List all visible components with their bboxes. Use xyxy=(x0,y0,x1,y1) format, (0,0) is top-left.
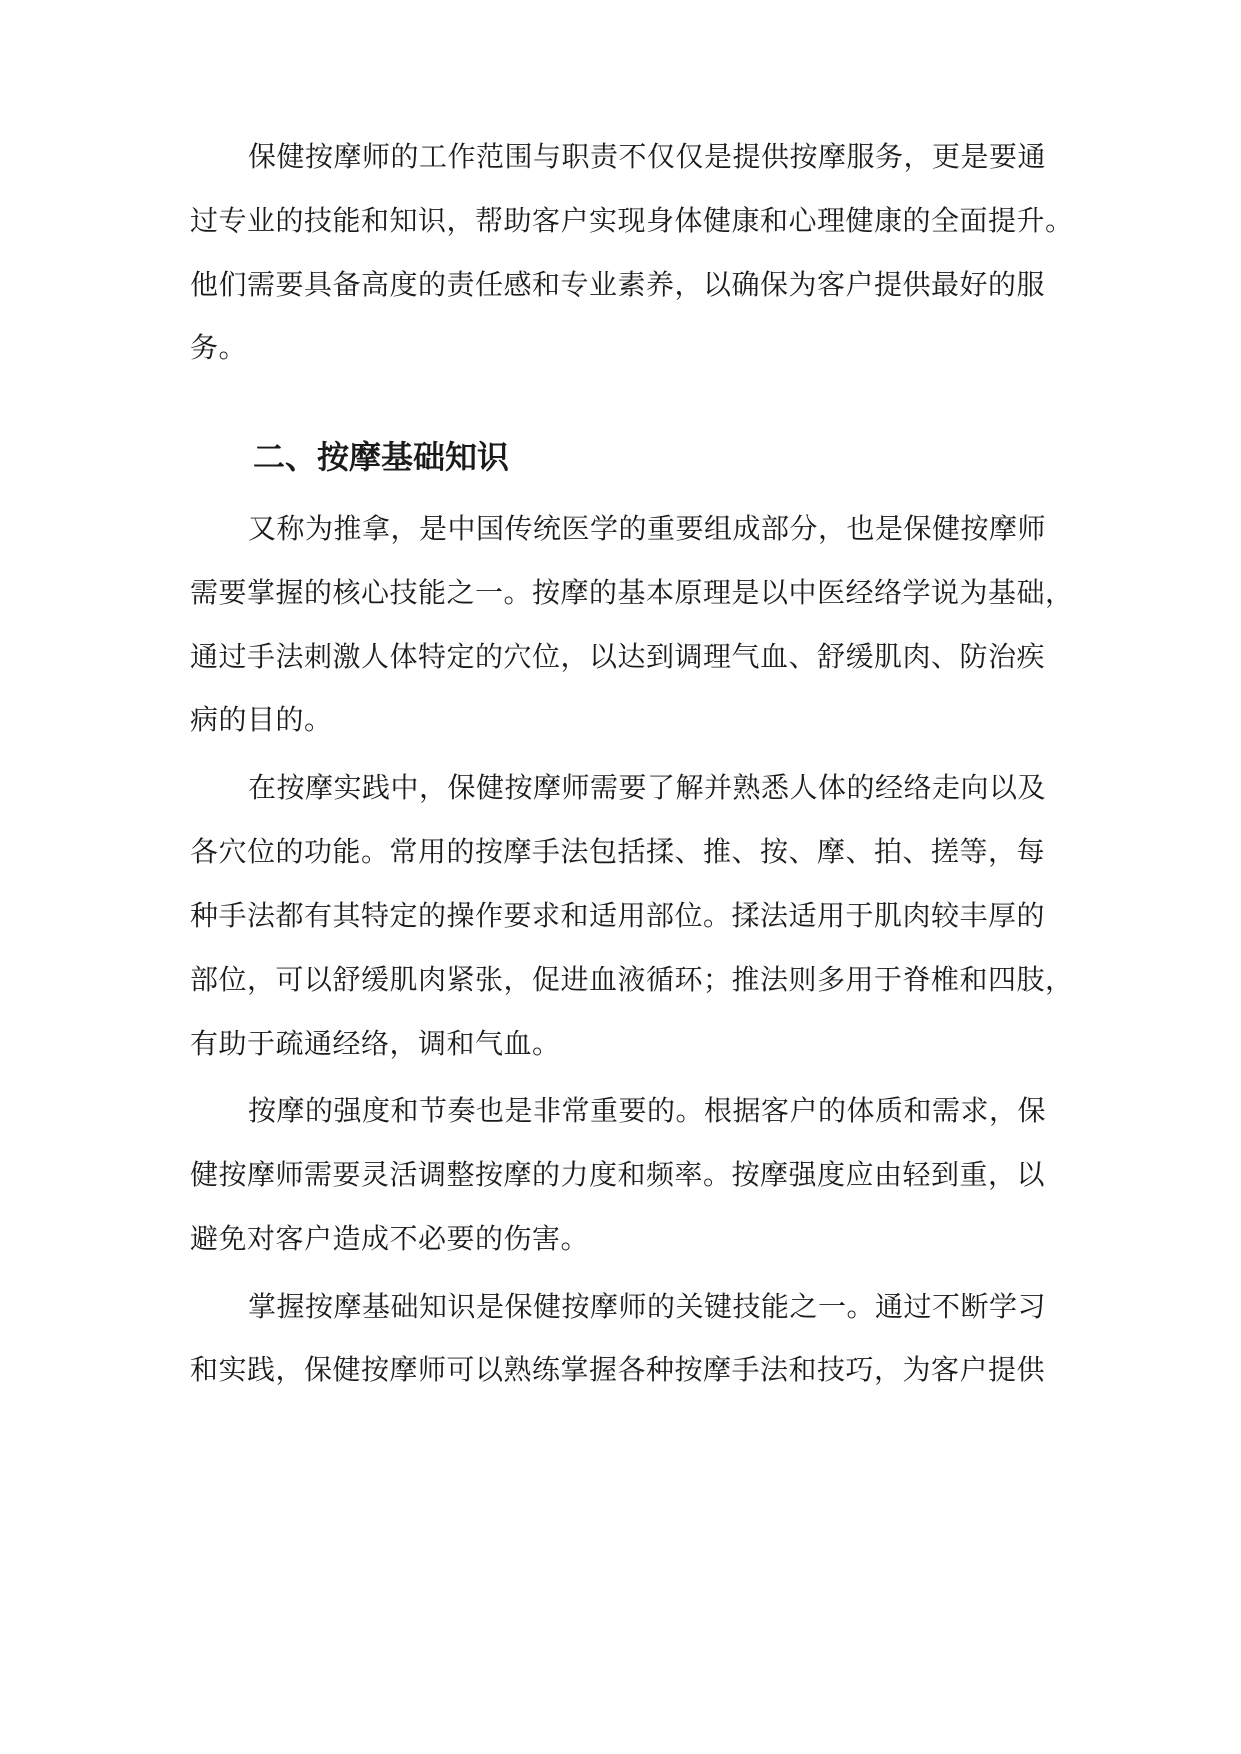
paragraph-2-line-3: 通过手法刺激人体特定的穴位，以达到调理气血、舒缓肌肉、防治疾 xyxy=(190,640,1046,673)
paragraph-2-line-1: 又称为推拿，是中国传统医学的重要组成部分，也是保健按摩师 xyxy=(248,512,1047,545)
paragraph-4-line-1: 按摩的强度和节奏也是非常重要的。根据客户的体质和需求，保 xyxy=(248,1094,1047,1127)
paragraph-3-line-2: 各穴位的功能。常用的按摩手法包括揉、推、按、摩、拍、搓等，每 xyxy=(190,835,1046,868)
paragraph-3-line-4: 部位，可以舒缓肌肉紧张，促进血液循环；推法则多用于脊椎和四肢， xyxy=(190,963,1074,996)
section-heading: 二、按摩基础知识 xyxy=(253,438,510,476)
paragraph-1-line-1: 保健按摩师的工作范围与职责不仅仅是提供按摩服务，更是要通 xyxy=(248,140,1047,173)
paragraph-3-line-1: 在按摩实践中，保健按摩师需要了解并熟悉人体的经络走向以及 xyxy=(248,771,1047,804)
paragraph-4-line-3: 避免对客户造成不必要的伤害。 xyxy=(190,1222,590,1255)
paragraph-2-line-4: 病的目的。 xyxy=(190,703,333,736)
paragraph-5-line-1: 掌握按摩基础知识是保健按摩师的关键技能之一。通过不断学习 xyxy=(248,1290,1047,1323)
paragraph-2-line-2: 需要掌握的核心技能之一。按摩的基本原理是以中医经络学说为基础， xyxy=(190,576,1074,609)
paragraph-1-line-3: 他们需要具备高度的责任感和专业素养，以确保为客户提供最好的服 xyxy=(190,268,1046,301)
paragraph-3-line-5: 有助于疏通经络，调和气血。 xyxy=(190,1027,561,1060)
paragraph-5-line-2: 和实践，保健按摩师可以熟练掌握各种按摩手法和技巧，为客户提供 xyxy=(190,1353,1046,1386)
paragraph-3-line-3: 种手法都有其特定的操作要求和适用部位。揉法适用于肌肉较丰厚的 xyxy=(190,899,1046,932)
paragraph-4-line-2: 健按摩师需要灵活调整按摩的力度和频率。按摩强度应由轻到重，以 xyxy=(190,1158,1046,1191)
paragraph-1-line-4: 务。 xyxy=(190,331,248,364)
paragraph-1-line-2: 过专业的技能和知识，帮助客户实现身体健康和心理健康的全面提升。 xyxy=(190,204,1074,237)
